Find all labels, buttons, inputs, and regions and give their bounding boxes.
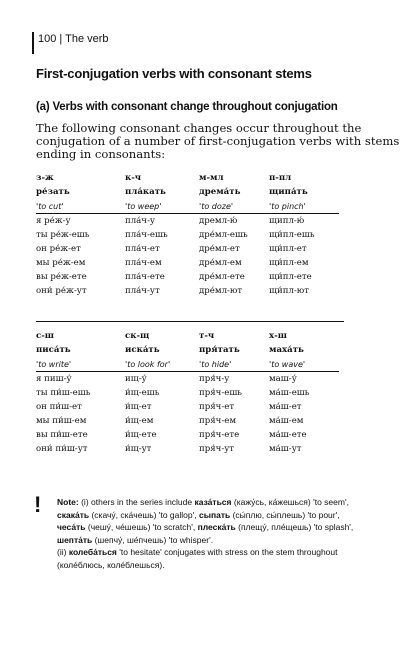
gloss-cell: 'to hide' bbox=[199, 357, 269, 372]
note-line: (коле́блюсь, коле́блешься). bbox=[57, 559, 165, 570]
note-text: (сы́плю, сы́плешь) 'to pour', bbox=[230, 509, 340, 520]
table-row bbox=[36, 442, 339, 456]
note-text: (плещу́, пле́щешь) 'to splash', bbox=[235, 522, 354, 533]
table-row bbox=[36, 228, 339, 242]
note-exclamation-icon: ! bbox=[34, 492, 42, 517]
pattern-cell: с-ш bbox=[36, 331, 55, 341]
intro-line: The following consonant changes occur throughout the bbox=[36, 121, 362, 135]
note-label: Note: bbox=[57, 497, 79, 507]
gloss-cell: 'to wave' bbox=[269, 357, 339, 372]
note-verb: плеска́ть bbox=[197, 522, 236, 533]
conjugation-table-2 bbox=[36, 329, 339, 456]
form-cell: щи́пл-ешь bbox=[269, 230, 315, 240]
form-cell: ищ-у́ bbox=[125, 374, 147, 384]
form-cell: я ре́ж-у bbox=[36, 216, 71, 226]
form-cell: дре́мл-ем bbox=[199, 258, 242, 268]
table-divider bbox=[36, 321, 344, 322]
form-cell: мы ре́ж-ем bbox=[36, 258, 86, 268]
form-cell: и́щ-ем bbox=[125, 416, 154, 426]
form-cell: ма́ш-ешь bbox=[269, 388, 310, 398]
form-cell: ты пи́ш-ешь bbox=[36, 388, 91, 398]
form-cell: пря́ч-ет bbox=[199, 402, 235, 412]
infinitive-cell: пря́тать bbox=[199, 345, 240, 355]
note-text: (кажу́сь, ка́жешься) 'to seem', bbox=[231, 497, 349, 507]
pattern-row bbox=[36, 171, 339, 185]
gloss-row bbox=[36, 199, 339, 214]
table-row bbox=[36, 414, 339, 428]
form-cell: пла́ч-ете bbox=[125, 272, 165, 282]
form-cell: дремл-ю́ bbox=[199, 216, 238, 226]
infinitive-cell: маха́ть bbox=[269, 345, 304, 355]
subsection-heading: (a) Verbs with consonant change throughout conjugation bbox=[36, 101, 338, 113]
note-text: (i) others in the series include bbox=[78, 497, 195, 507]
infinitive-cell: пла́кать bbox=[125, 187, 166, 197]
form-cell: щи́пл-ете bbox=[269, 272, 312, 282]
form-cell: они́ ре́ж-ут bbox=[36, 286, 87, 296]
running-head: 100 | The verb bbox=[38, 33, 109, 45]
pattern-cell: ск-щ bbox=[125, 331, 150, 341]
note-line bbox=[57, 534, 387, 547]
form-cell: они́ пи́ш-ут bbox=[36, 444, 88, 454]
form-cell: он ре́ж-ет bbox=[36, 244, 81, 254]
form-cell: маш-у́ bbox=[269, 374, 297, 384]
note-text: (шепчу́, ше́пчешь) 'to whisper'. bbox=[92, 534, 214, 545]
form-cell: пла́ч-ет bbox=[125, 244, 160, 254]
table-row bbox=[36, 284, 339, 298]
infinitive-cell: ре́зать bbox=[36, 187, 70, 197]
note-line bbox=[57, 496, 387, 509]
infinitive-cell: дрема́ть bbox=[199, 187, 241, 197]
note-verb: колеба́ться bbox=[68, 547, 117, 558]
section-heading: First-conjugation verbs with consonant stems bbox=[36, 66, 312, 81]
note-block bbox=[57, 496, 387, 572]
form-cell: щи́пл-ет bbox=[269, 244, 307, 254]
note-text: 'to hesitate' conjugates with stress on the stem throughout bbox=[116, 547, 338, 558]
form-cell: ты ре́ж-ешь bbox=[36, 230, 90, 240]
form-cell: пла́ч-ут bbox=[125, 286, 160, 296]
form-cell: пря́ч-ем bbox=[199, 416, 237, 426]
form-cell: пря́ч-ут bbox=[199, 444, 235, 454]
pattern-cell: т-ч bbox=[199, 331, 215, 341]
running-head-rule bbox=[32, 32, 34, 54]
table-row bbox=[36, 372, 339, 387]
form-cell: щи́пл-ем bbox=[269, 258, 309, 268]
infinitive-cell: щипа́ть bbox=[269, 187, 308, 197]
form-cell: дре́мл-ет bbox=[199, 244, 240, 254]
table-row bbox=[36, 428, 339, 442]
form-cell: и́щ-ете bbox=[125, 430, 157, 440]
form-cell: и́щ-ет bbox=[125, 402, 152, 412]
note-line bbox=[57, 521, 387, 534]
note-text: (ii) bbox=[57, 547, 69, 558]
form-cell: я пиш-у́ bbox=[36, 374, 72, 384]
gloss-cell: 'to look for' bbox=[125, 357, 199, 372]
intro-line: conjugation of a number of first-conjugation verbs with stems bbox=[36, 134, 400, 149]
table-row bbox=[36, 256, 339, 270]
form-cell: вы ре́ж-ете bbox=[36, 272, 87, 282]
gloss-cell: 'to write' bbox=[36, 357, 125, 372]
gloss-cell: 'to cut' bbox=[36, 199, 125, 214]
form-cell: мы пи́ш-ем bbox=[36, 416, 87, 426]
table-row bbox=[36, 270, 339, 284]
form-cell: щипл-ю́ bbox=[269, 216, 305, 226]
form-cell: дре́мл-ют bbox=[199, 286, 243, 296]
note-verb: чеса́ть bbox=[57, 522, 86, 533]
form-cell: он пи́ш-ет bbox=[36, 402, 82, 412]
pattern-cell: к-ч bbox=[125, 173, 142, 183]
intro-line: ending in consonants: bbox=[36, 147, 166, 162]
conjugation-table-1 bbox=[36, 171, 339, 298]
table-row bbox=[36, 242, 339, 256]
form-cell: щи́пл-ют bbox=[269, 286, 310, 296]
note-line bbox=[57, 546, 387, 559]
form-cell: пря́ч-ете bbox=[199, 430, 240, 440]
pattern-cell: х-ш bbox=[269, 331, 287, 341]
form-cell: пря́ч-у bbox=[199, 374, 230, 384]
pattern-cell: з-ж bbox=[36, 173, 54, 183]
table-row bbox=[36, 214, 339, 229]
form-cell: ма́ш-ет bbox=[269, 402, 302, 412]
table-row bbox=[36, 400, 339, 414]
infinitive-cell: писа́ть bbox=[36, 345, 71, 355]
form-cell: ма́ш-ем bbox=[269, 416, 304, 426]
form-cell: ма́ш-ете bbox=[269, 430, 307, 440]
form-cell: пря́ч-ешь bbox=[199, 388, 242, 398]
form-cell: дре́мл-ешь bbox=[199, 230, 248, 240]
form-cell: и́щ-ут bbox=[125, 444, 152, 454]
form-cell: дре́мл-ете bbox=[199, 272, 245, 282]
table-row bbox=[36, 386, 339, 400]
form-cell: вы пи́ш-ете bbox=[36, 430, 88, 440]
pattern-row bbox=[36, 329, 339, 343]
form-cell: пла́ч-ем bbox=[125, 258, 162, 268]
gloss-cell: 'to weep' bbox=[125, 199, 199, 214]
pattern-cell: п-пл bbox=[269, 173, 292, 183]
form-cell: пла́ч-у bbox=[125, 216, 155, 226]
pattern-cell: м-мл bbox=[199, 173, 224, 183]
gloss-row bbox=[36, 357, 339, 372]
intro-paragraph bbox=[36, 121, 400, 162]
gloss-cell: 'to doze' bbox=[199, 199, 269, 214]
form-cell: и́щ-ешь bbox=[125, 388, 160, 398]
note-verb: каза́ться bbox=[194, 497, 232, 507]
infinitive-row bbox=[36, 343, 339, 357]
form-cell: пла́ч-ешь bbox=[125, 230, 168, 240]
note-verb: сыпать bbox=[198, 509, 231, 520]
note-text: (чешу́, че́шешь) 'to scratch', bbox=[85, 522, 198, 533]
note-text: (скачу́, ска́чешь) 'to gallop', bbox=[89, 509, 199, 520]
note-verb: шепта́ть bbox=[57, 534, 93, 545]
infinitive-cell: иска́ть bbox=[125, 345, 160, 355]
note-verb: скака́ть bbox=[57, 509, 90, 520]
infinitive-row bbox=[36, 185, 339, 199]
note-line bbox=[57, 509, 387, 522]
form-cell: ма́ш-ут bbox=[269, 444, 302, 454]
gloss-cell: 'to pinch' bbox=[269, 199, 339, 214]
